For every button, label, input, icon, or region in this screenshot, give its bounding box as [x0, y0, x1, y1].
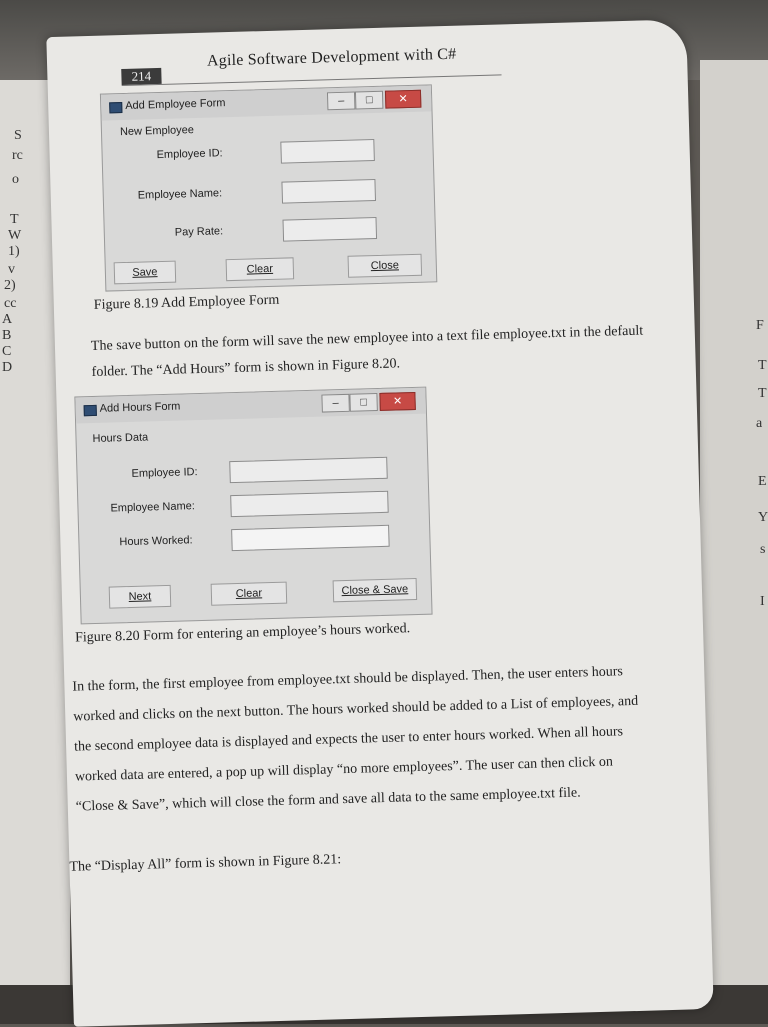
window-title: Add Hours Form — [99, 400, 181, 415]
employee-id-field[interactable] — [280, 139, 375, 164]
employee-name-label: Employee Name: — [137, 187, 223, 202]
paragraph-3: The “Display All” form is shown in Figure 8.21: — [69, 852, 342, 875]
paragraph-2-line: worked and clicks on the next button. The hours worked should be added to a List of employees, and — [73, 693, 639, 725]
maximize-icon[interactable]: □ — [349, 393, 377, 412]
right-fragment: s — [760, 542, 766, 557]
hours-worked-field[interactable] — [231, 525, 390, 551]
figure-8-19-caption: Figure 8.19 Add Employee Form — [93, 292, 280, 313]
right-page — [700, 60, 768, 1024]
section-label: New Employee — [119, 124, 195, 139]
form-app-icon — [109, 102, 122, 113]
left-fragment: cc — [4, 296, 17, 311]
left-fragment: T — [10, 212, 19, 227]
employee-id-field[interactable] — [229, 457, 388, 483]
page-number: 214 — [121, 68, 161, 85]
title-bar — [75, 388, 426, 424]
left-fragment: 1) — [8, 244, 20, 259]
employee-name-label: Employee Name: — [110, 500, 196, 515]
paragraph-2-line: In the form, the first employee from employee.txt should be displayed. Then, the user enters hours — [72, 664, 624, 695]
right-fragment: Y — [758, 510, 768, 525]
right-fragment: E — [758, 474, 767, 489]
add-employee-form-window — [100, 84, 437, 291]
header-rule — [122, 74, 502, 86]
title-bar — [101, 85, 432, 120]
left-fragment: rc — [12, 148, 23, 163]
left-fragment: D — [2, 360, 13, 375]
left-fragment: C — [2, 344, 12, 359]
employee-id-label: Employee ID: — [131, 466, 198, 480]
left-fragment: S — [14, 128, 22, 143]
add-hours-form-window — [74, 387, 432, 625]
close-icon[interactable]: ✕ — [385, 90, 421, 109]
book-page — [46, 19, 713, 1026]
left-fragment: o — [12, 172, 19, 187]
right-fragment: T — [758, 386, 767, 401]
close-button[interactable]: Close — [348, 254, 423, 278]
left-fragment: 2) — [4, 278, 16, 293]
running-head: Agile Software Development with C# — [206, 45, 457, 70]
paragraph-1 — [91, 317, 692, 386]
paragraph-1-line-1: The save button on the form will save the new employee into a text file employee.txt in the default — [90, 323, 644, 354]
pay-rate-field[interactable] — [282, 217, 377, 242]
paragraph-1-line-2: folder. The “Add Hours” form is shown in Figure 8.20. — [91, 356, 401, 380]
left-fragment: W — [8, 228, 22, 243]
paragraph-2-line: the second employee data is displayed and expects the user to enter hours worked. When all hours — [73, 724, 624, 755]
employee-name-field[interactable] — [281, 179, 376, 204]
form-app-icon — [84, 405, 97, 416]
employee-id-label: Employee ID: — [156, 147, 223, 162]
right-fragment: F — [756, 318, 764, 333]
left-fragment: A — [2, 312, 13, 327]
maximize-icon[interactable]: □ — [355, 91, 383, 110]
figure-8-20-caption: Figure 8.20 Form for entering an employee’s hours worked. — [74, 621, 411, 646]
clear-button[interactable]: Clear — [211, 582, 288, 606]
paragraph-2-line: “Close & Save”, which will close the form and save all data to the same employee.txt file. — [75, 785, 581, 815]
section-label: Hours Data — [92, 431, 149, 445]
pay-rate-label: Pay Rate: — [174, 225, 224, 239]
paragraph-2-line: worked data are entered, a pop up will display “no more employees”. The user can then click on — [74, 754, 614, 785]
left-fragment: B — [2, 328, 12, 343]
minimize-icon[interactable]: – — [327, 92, 355, 111]
minimize-icon[interactable]: – — [321, 394, 349, 413]
next-button[interactable]: Next — [109, 585, 172, 609]
left-fragment: v — [8, 262, 15, 277]
employee-name-field[interactable] — [230, 491, 389, 517]
close-save-button[interactable]: Close & Save — [333, 578, 418, 602]
save-button[interactable]: Save — [114, 261, 177, 285]
window-title: Add Employee Form — [125, 97, 226, 112]
paragraph-2 — [72, 655, 706, 823]
clear-button[interactable]: Clear — [226, 257, 295, 281]
hours-worked-label: Hours Worked: — [119, 534, 193, 549]
close-icon[interactable]: ✕ — [379, 392, 415, 411]
right-fragment: T — [758, 358, 767, 373]
right-fragment: a — [756, 416, 763, 431]
right-fragment: I — [760, 594, 765, 609]
